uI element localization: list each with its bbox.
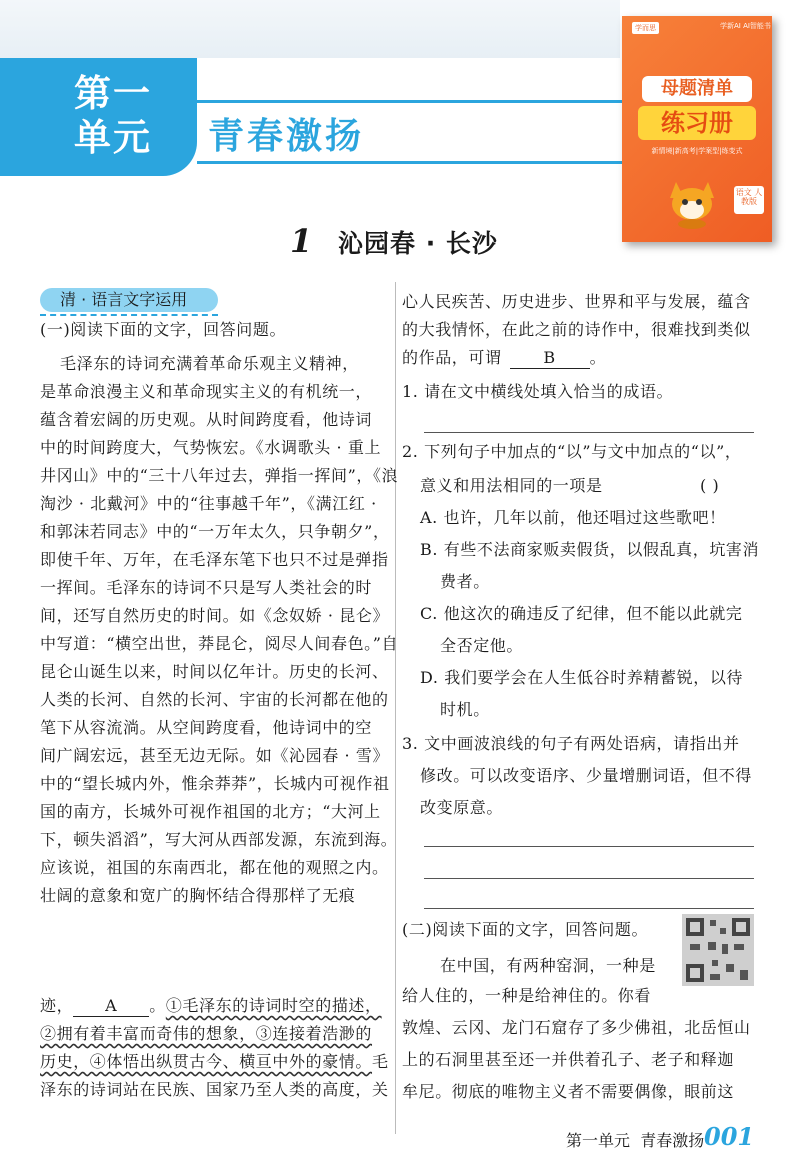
footer-unit: 第一单元 (566, 1131, 631, 1150)
part2-title: (二)阅读下面的文字，回答问题。 (402, 920, 649, 939)
wavy-sentence-part1: ①毛泽东的诗词时空的描述， (165, 996, 382, 1015)
unit-label-line2: 单元 (74, 116, 152, 159)
paragraph-line: 笔下从容流淌。从空间跨度看，他诗词中的空 (40, 718, 373, 737)
book-cover-image (622, 16, 772, 242)
paragraph-line: 中的时间跨度大，气势恢宏。《水调歌头 · 重上 (40, 438, 382, 457)
part1-title: (一)阅读下面的文字，回答问题。 (40, 320, 287, 339)
paragraph-line: 敦煌、云冈、龙门石窟存了多少佛祖，北岳恒山 (402, 1018, 751, 1037)
paragraph-line: 人类的长河、自然的长河、宇宙的长河都在他的 (40, 690, 389, 709)
fox-mascot-icon (662, 174, 722, 230)
footer-unit-theme (566, 1128, 704, 1151)
paragraph-line: 国的南方，长城外可视作祖国的北方；“大河上 (40, 802, 381, 821)
qr-code-icon[interactable] (682, 914, 754, 986)
wavy-line (40, 1024, 372, 1044)
option-b-line2: 费者。 (440, 572, 490, 591)
paragraph-line: 壮阔的意象和宽广的胸怀结合得那样了无痕 (40, 886, 356, 905)
wavy-line-tail: 毛 (372, 1052, 389, 1071)
paragraph-line: 井冈山》中的“三十八年过去，弹指一挥间”，《浪 (40, 466, 399, 485)
unit-theme: 青春激扬 (208, 116, 365, 157)
paragraph-line: 间广阔宏远，甚至无边无际。如《沁园春 · 雪》 (40, 746, 390, 765)
answer-line[interactable] (424, 878, 754, 879)
question-3-line2: 修改。可以改变语序、少量增删词语，但不得 (420, 766, 753, 785)
paragraph-line: 淘沙 · 北戴河》中的“往事越千年”，《满江红 · (40, 494, 377, 513)
option-a: A. 也许，几年以前，他还唱过这些歌吧！ (420, 508, 726, 527)
paragraph-line: 在中国，有两种窑洞，一种是 (440, 956, 656, 975)
header-band (0, 0, 620, 58)
paragraph-line: 上的石洞里甚至还一并供着孔子、老子和释迦 (402, 1050, 735, 1069)
paragraph-line: 给人住的，一种是给神住的。你看 (402, 986, 652, 1005)
option-c-line1: C. 他这次的确违反了纪律，但不能以此就完 (420, 604, 743, 623)
paragraph-line: 是革命浪漫主义和革命现实主义的有机统一， (40, 382, 373, 401)
paragraph-line: 中的“望长城内外，惟余莽莽”，长城内可视作祖 (40, 774, 390, 793)
book-subject-badge: 语文 人教版 (734, 186, 764, 214)
answer-bracket[interactable]: ( ) (700, 476, 720, 495)
option-d-line2: 时机。 (440, 700, 490, 719)
unit-label-line1: 第一 (74, 72, 152, 115)
blank-b-suffix: 。 (589, 348, 607, 367)
column-divider (395, 282, 396, 1134)
lesson-title: 沁园春 · 长沙 (338, 229, 498, 258)
book-tag: 学新AI AI智能书 (720, 22, 771, 30)
paragraph-line: 应该说，祖国的东南西北，都在他的观照之内。 (40, 858, 389, 877)
paragraph-line: 和郭沫若同志》中的“一万年太久，只争朝夕”， (40, 522, 390, 541)
paragraph-line: 毛泽东的诗词充满着革命乐观主义精神， (60, 354, 359, 373)
blank-a-suffix: 。 (149, 996, 166, 1015)
paragraph-line: 牟尼。彻底的唯物主义者不需要偶像，眼前这 (402, 1082, 735, 1101)
answer-line[interactable] (424, 432, 754, 433)
book-subtitle: 新情境|新高考|学案型|练变式 (651, 147, 743, 155)
book-title-line1: 母题清单 (642, 76, 752, 102)
wavy-line (40, 1052, 389, 1072)
book-title-line2: 练习册 (638, 106, 756, 140)
blank-a-prefix: 迹， (40, 996, 74, 1015)
option-d-line1: D. 我们要学会在人生低谷时养精蓄锐，以待 (420, 668, 744, 687)
question-2-line1: 2. 下列句子中加点的“以”与文中加点的“以”， (402, 442, 742, 461)
paragraph-line: 昆仑山诞生以来，时间以亿年计。历史的长河、 (40, 662, 389, 681)
book-publisher-badge: 学而思 (632, 22, 659, 34)
blank-b-line (402, 348, 606, 369)
section-tag-underline (40, 314, 218, 316)
answer-line[interactable] (424, 846, 754, 847)
unit-label (74, 72, 194, 160)
page-number: 001 (704, 1122, 755, 1151)
paragraph-line: 间，还写自然历史的时间。如《念奴娇 · 昆仑》 (40, 606, 390, 625)
blank-a-line (40, 996, 382, 1017)
lesson-number: 1 (290, 222, 313, 260)
wavy-sentence-part2: ②拥有着丰富而奇伟的想象，③连接着浩渺的 (40, 1024, 373, 1043)
wavy-sentence-part3: 历史，④体悟出纵贯古今、横亘中外的豪情。 (40, 1052, 373, 1071)
paragraph-line: 蕴含着宏阔的历史观。从时间跨度看，他诗词 (40, 410, 373, 429)
paragraph-line: 心人民疾苦、历史进步、世界和平与发展，蕴含 (402, 292, 751, 311)
paragraph-line: 即使千年、万年，在毛泽东笔下也只不过是弹指 (40, 550, 389, 569)
option-c-line2: 全否定他。 (440, 636, 524, 655)
blank-a: A (73, 996, 149, 1017)
answer-line[interactable] (424, 908, 754, 909)
question-2-line2: 意义和用法相同的一项是 (420, 476, 603, 495)
question-3-line1: 3. 文中画波浪线的句子有两处语病，请指出并 (402, 734, 740, 753)
paragraph-line: 下，顿失滔滔”，写大河从西部发源，东流到海。 (40, 830, 398, 849)
paragraph-line: 中写道：“横空出世，莽昆仑，阅尽人间春色。”自 (40, 634, 399, 653)
paragraph-line: 泽东的诗词站在民族、国家乃至人类的高度，关 (40, 1080, 389, 1099)
question-1: 1. 请在文中横线处填入恰当的成语。 (402, 382, 674, 401)
paragraph-line: 一挥间。毛泽东的诗词不只是写人类社会的时 (40, 578, 373, 597)
option-b-line1: B. 有些不法商家贩卖假货，以假乱真，坑害消 (420, 540, 760, 559)
footer-theme: 青春激扬 (640, 1131, 705, 1150)
question-3-line3: 改变原意。 (420, 798, 504, 817)
blank-b-prefix: 的作品，可谓 (402, 348, 502, 367)
section-tag-label: 清 · 语言文字运用 (60, 290, 188, 309)
paragraph-line: 的大我情怀，在此之前的诗作中，很难找到类似 (402, 320, 751, 339)
blank-b: B (510, 348, 590, 369)
